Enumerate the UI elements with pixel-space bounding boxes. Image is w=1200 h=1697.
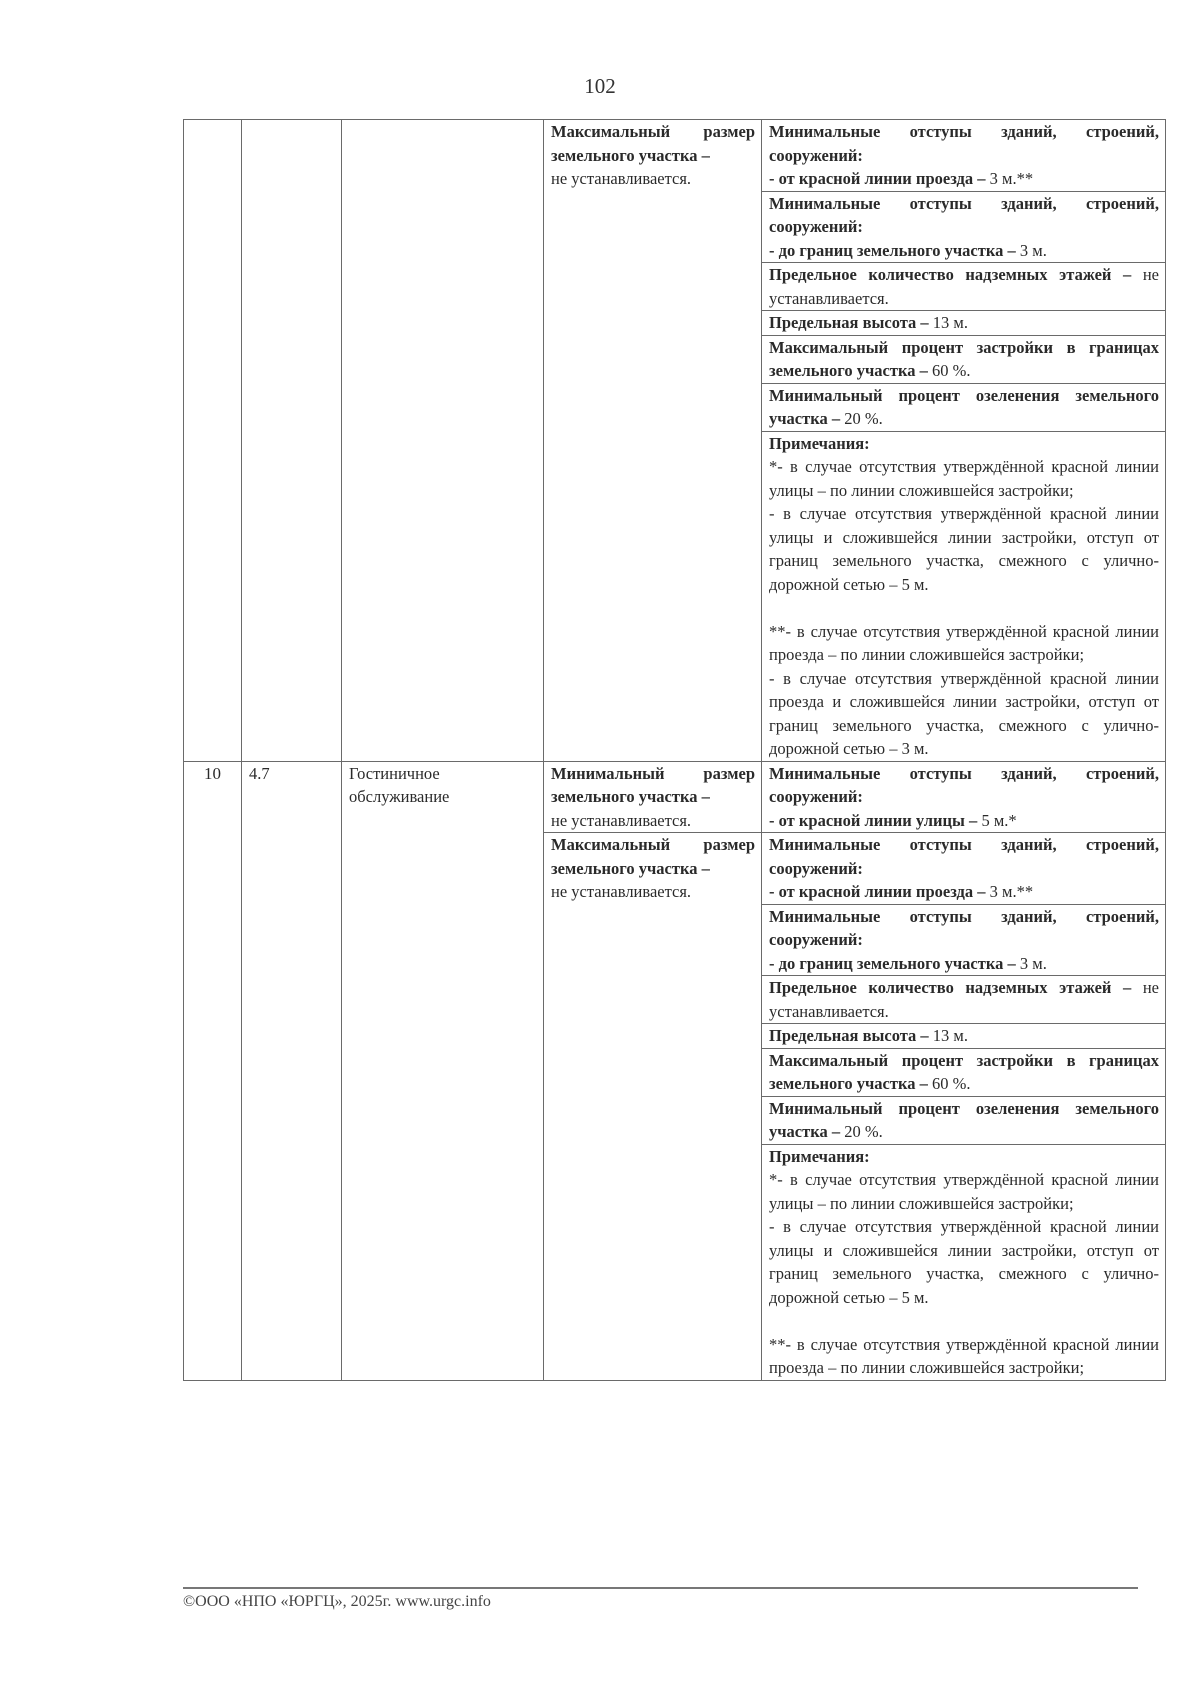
param-cell bbox=[762, 1048, 1166, 1096]
param-label: Максимальный процент застройки в границах земельного участка – bbox=[769, 337, 1159, 380]
param-cell bbox=[762, 263, 1166, 311]
param-label: - до границ земельного участка – bbox=[769, 240, 1020, 260]
param-value: 60 %. bbox=[931, 1074, 971, 1093]
param-value: не устанавливается. bbox=[769, 978, 1159, 1021]
param-value: не устанавливается. bbox=[769, 265, 1159, 308]
param-cell bbox=[762, 761, 1166, 833]
plot-size-heading: Минимальный размер земельного участка – bbox=[551, 763, 755, 806]
param-label: Минимальный процент озеленения земельного участка – bbox=[769, 1098, 1159, 1141]
param-cell bbox=[762, 1024, 1166, 1049]
param-value: 13 м. bbox=[932, 313, 968, 332]
param-label: - от красной линии проезда – bbox=[769, 882, 990, 901]
param-value: 13 м. bbox=[932, 1026, 968, 1045]
param-cell bbox=[762, 383, 1166, 431]
param-value: 20 %. bbox=[844, 1122, 883, 1141]
note-item: **- в случае отсутствия утверждённой красной линии проезда – по линии сложившейся застройки; bbox=[769, 621, 1159, 664]
plot-size-heading: Максимальный размер земельного участка – bbox=[551, 835, 755, 878]
table-row bbox=[184, 120, 1166, 192]
plot-size-heading: Максимальный размер земельного участка – bbox=[551, 122, 755, 165]
param-heading: Минимальные отступы зданий, строений, сооружений: bbox=[769, 906, 1159, 949]
param-label: - от красной линии улицы – bbox=[769, 810, 982, 830]
notes-title: Примечания: bbox=[769, 433, 870, 453]
param-value: 3 м.** bbox=[989, 169, 1034, 188]
param-cell bbox=[762, 1096, 1166, 1144]
param-value: 5 м.* bbox=[981, 810, 1017, 830]
param-label: Предельная высота – bbox=[769, 313, 933, 332]
param-cell bbox=[762, 833, 1166, 905]
notes-cell bbox=[762, 1144, 1166, 1380]
plot-size-value: не устанавливается. bbox=[551, 882, 692, 901]
param-value: 20 %. bbox=[844, 409, 883, 428]
param-value: 3 м.** bbox=[989, 882, 1034, 901]
plot-size-cell bbox=[544, 120, 762, 762]
param-label: Предельная высота – bbox=[769, 1026, 933, 1045]
plot-size-cell bbox=[544, 833, 762, 1381]
param-value: 3 м. bbox=[1019, 240, 1047, 260]
param-cell bbox=[762, 335, 1166, 383]
param-heading: Минимальные отступы зданий, строений, сооружений: bbox=[769, 835, 1159, 878]
plot-size-value: не устанавливается. bbox=[551, 810, 692, 830]
param-cell bbox=[762, 191, 1166, 263]
param-heading: Минимальные отступы зданий, строений, сооружений: bbox=[769, 122, 1159, 165]
param-value: 3 м. bbox=[1019, 953, 1047, 973]
plot-size-cell bbox=[544, 761, 762, 833]
param-label: - от красной линии проезда – bbox=[769, 169, 990, 188]
param-label: Предельное количество надземных этажей – bbox=[769, 978, 1143, 997]
param-heading: Минимальные отступы зданий, строений, сооружений: bbox=[769, 763, 1159, 806]
regulations-table bbox=[183, 119, 1166, 1381]
param-cell bbox=[762, 120, 1166, 192]
param-label: Максимальный процент застройки в границах земельного участка – bbox=[769, 1050, 1159, 1093]
code-cell: 4.7 bbox=[242, 761, 342, 1380]
note-item: - в случае отсутствия утверждённой красной линии проезда и сложившейся линии застройки, отступ от границ земельного участка, смежного с улично-дорожной сетью – 3 м. bbox=[769, 668, 1159, 758]
note-item: **- в случае отсутствия утверждённой красной линии проезда – по линии сложившейся застройки; bbox=[769, 1334, 1159, 1377]
note-item: - в случае отсутствия утверждённой красной линии улицы и сложившейся линии застройки, отступ от границ земельного участка, смежного с улично-дорожной сетью – 5 м. bbox=[769, 1217, 1159, 1307]
footer-copyright: ©ООО «НПО «ЮРГЦ», 2025г. www.urgc.info bbox=[183, 1593, 491, 1610]
param-value: 60 %. bbox=[931, 361, 971, 380]
param-label: Минимальный процент озеленения земельного участка – bbox=[769, 385, 1159, 428]
note-item: - в случае отсутствия утверждённой красной линии улицы и сложившейся линии застройки, отступ от границ земельного участка, смежного с улично-дорожной сетью – 5 м. bbox=[769, 504, 1159, 594]
notes-title: Примечания: bbox=[769, 1146, 870, 1166]
use-name-cell: Гостиничное обслуживание bbox=[342, 761, 544, 1380]
code-cell bbox=[242, 120, 342, 762]
row-number-cell: 10 bbox=[184, 761, 242, 1380]
note-item: *- в случае отсутствия утверждённой красной линии улицы – по линии сложившейся застройки; bbox=[769, 1170, 1159, 1213]
param-cell bbox=[762, 904, 1166, 976]
param-label: Предельное количество надземных этажей – bbox=[769, 265, 1143, 284]
param-heading: Минимальные отступы зданий, строений, сооружений: bbox=[769, 193, 1159, 236]
notes-cell bbox=[762, 431, 1166, 761]
param-cell bbox=[762, 311, 1166, 336]
param-label: - до границ земельного участка – bbox=[769, 953, 1020, 973]
page-number: 102 bbox=[584, 74, 616, 98]
table-row bbox=[184, 761, 1166, 833]
use-name-cell bbox=[342, 120, 544, 762]
row-number-cell bbox=[184, 120, 242, 762]
note-item: *- в случае отсутствия утверждённой красной линии улицы – по линии сложившейся застройки; bbox=[769, 457, 1159, 500]
param-cell bbox=[762, 976, 1166, 1024]
plot-size-value: не устанавливается. bbox=[551, 169, 692, 188]
footer-divider bbox=[183, 1587, 1138, 1589]
